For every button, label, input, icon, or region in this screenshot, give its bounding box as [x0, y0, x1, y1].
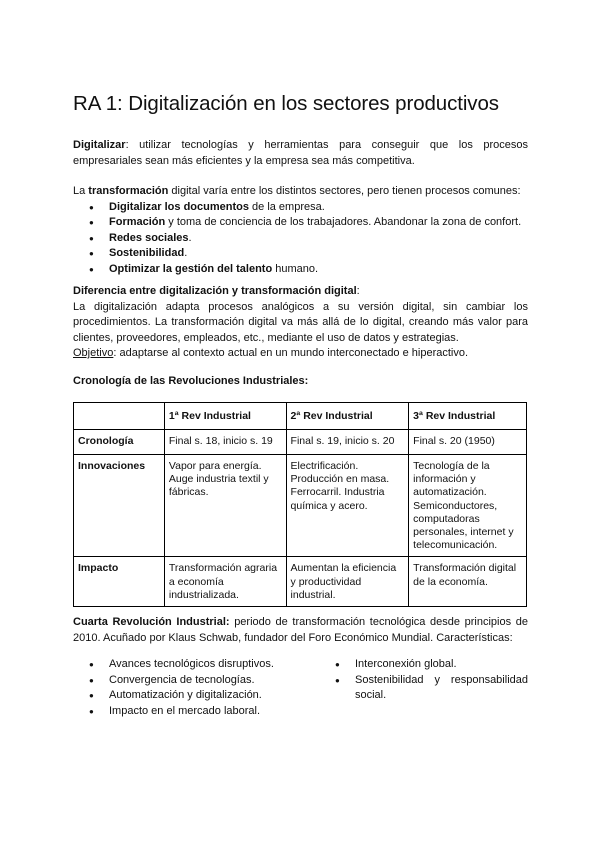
cuarta-definition: periodo de transformación tecnológica desde principios de 2010. Acuñado por Klaus Schwab, fundador del Foro Económico Mundial. Características: [73, 616, 528, 644]
list-item: ● Avances tecnológicos disruptivos. [89, 657, 335, 673]
table-header-cell: 3ª Rev Industrial [409, 403, 527, 430]
list-item: ● Impacto en el mercado laboral. [89, 704, 335, 720]
cuarta-term: Cuarta Revolución Industrial: [73, 616, 230, 628]
table-header-cell [74, 403, 165, 430]
table-cell: Final s. 18, inicio s. 19 [164, 430, 286, 455]
list-item: ● Automatización y digitalización. [89, 688, 335, 704]
row-label: Innovaciones [74, 455, 165, 557]
transformacion-section [73, 184, 528, 277]
transformacion-term: transformación [88, 185, 169, 197]
cronologia-heading: Cronología de las Revoluciones Industriales: [73, 375, 309, 387]
table-cell: Aumentan la eficiencia y productividad industrial. [286, 557, 409, 607]
digitalizar-definition: : utilizar tecnologías y herramientas para conseguir que los procesos empresariales sean más eficientes y la empresa sea más competitiva. [73, 139, 528, 167]
revoluciones-table [73, 402, 527, 607]
row-label: Cronología [74, 430, 165, 455]
objetivo-label: Objetivo [73, 347, 114, 359]
table-row [74, 557, 527, 607]
table-row [74, 455, 527, 557]
table-header-row [74, 403, 527, 430]
list-item: ● Redes sociales. [89, 231, 528, 247]
table-cell: Tecnología de la información y automatización. Semiconductores, computadoras personales, internet y telecomunicación. [409, 455, 527, 557]
transformacion-intro: La transformación digital varía entre los distintos sectores, pero tienen procesos comunes: [73, 185, 521, 197]
table-cell: Electrificación. Producción en masa. Ferrocarril. Industria química y acero. [286, 455, 409, 557]
list-item: ● Optimizar la gestión del talento humano. [89, 262, 528, 278]
cuarta-paragraph [73, 615, 528, 646]
row-label: Impacto [74, 557, 165, 607]
list-item: ● Formación y toma de conciencia de los trabajadores. Abandonar la zona de confort. [89, 215, 528, 231]
transformacion-list [89, 200, 528, 278]
table-cell: Transformación digital de la economía. [409, 557, 527, 607]
table-cell: Vapor para energía. Auge industria textil y fábricas. [164, 455, 286, 557]
table-header-cell: 1ª Rev Industrial [164, 403, 286, 430]
table-cell: Transformación agraria a economía industrializada. [164, 557, 286, 607]
list-item: ● Sostenibilidad. [89, 246, 528, 262]
digitalizar-term: Digitalizar [73, 139, 126, 151]
list-item: ● Convergencia de tecnologías. [89, 673, 335, 689]
caracteristicas-list-2 [335, 657, 528, 704]
objetivo-line: Objetivo: adaptarse al contexto actual en un mundo interconectado e hiperactivo. [73, 347, 469, 359]
diferencia-heading: Diferencia entre digitalización y transformación digital: [73, 285, 360, 297]
table-row [74, 430, 527, 455]
caracteristicas-list-1 [73, 657, 335, 719]
page-title: RA 1: Digitalización en los sectores productivos [73, 92, 499, 115]
table-cell: Final s. 19, inicio s. 20 [286, 430, 409, 455]
table-header-cell: 2ª Rev Industrial [286, 403, 409, 430]
digitalizar-paragraph [73, 138, 528, 169]
table-cell: Final s. 20 (1950) [409, 430, 527, 455]
list-item: ● Sostenibilidad y responsabilidad social. [335, 673, 528, 704]
caracteristicas-columns [73, 657, 528, 719]
diferencia-section [73, 284, 528, 362]
list-item: ● Interconexión global. [335, 657, 528, 673]
diferencia-text: La digitalización adapta procesos analógicos a su versión digital, sin cambiar los procedimientos. La transformación digital va más allá de lo digital, creando más valor para clientes, proveedores, empleados, etc., mediante el uso de datos y estrategias. [73, 300, 528, 344]
list-item: ● Digitalizar los documentos de la empresa. [89, 200, 528, 216]
